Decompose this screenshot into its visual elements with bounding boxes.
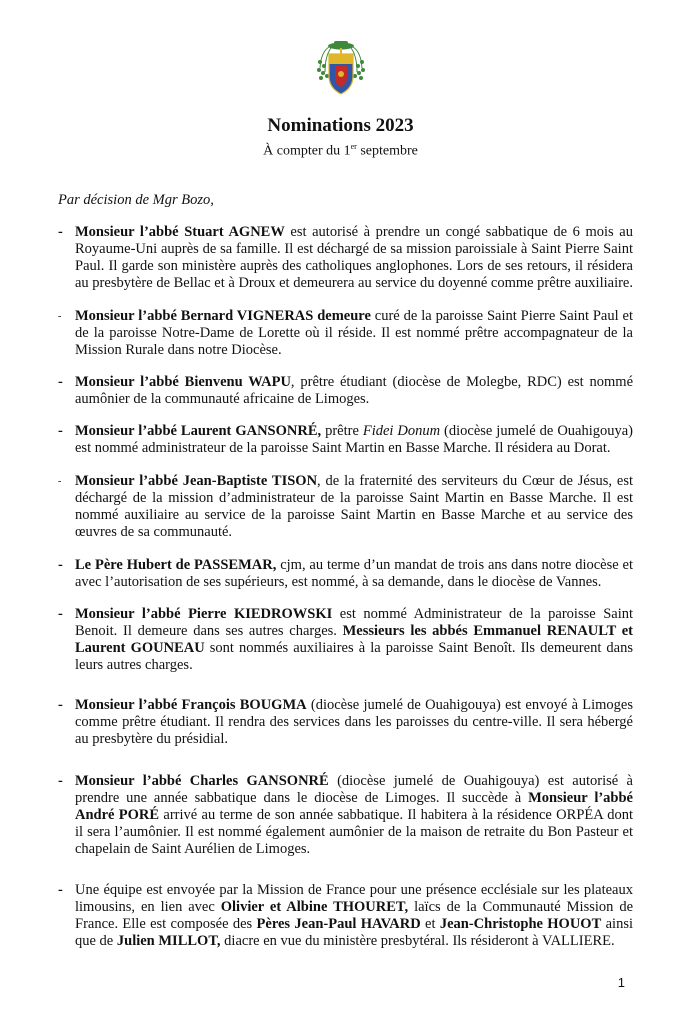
- nominee-name: Olivier et Albine THOURET,: [220, 899, 409, 915]
- list-bullet: -: [58, 224, 63, 240]
- nomination-item: [58, 773, 633, 858]
- nominations-list: [58, 224, 633, 950]
- nominee-name: Messieurs les abbés Emmanuel RENAULT et Laurent GOUNEAU: [75, 623, 634, 656]
- nomination-item: [58, 423, 633, 457]
- nomination-text: , prêtre étudiant (diocèse de Molegbe, RDC) est nommé aumônier de la communauté africaine de Limoges.: [75, 374, 633, 407]
- nomination-text: ainsi que de: [75, 916, 633, 949]
- list-bullet: -: [58, 773, 63, 789]
- nomination-item: [58, 374, 633, 408]
- nominee-name: Monsieur l’abbé Bernard VIGNERAS demeure: [75, 308, 371, 324]
- nominee-name: Le Père Hubert de PASSEMAR,: [75, 557, 277, 573]
- nominee-name: Monsieur l’abbé Pierre KIEDROWSKI: [75, 606, 333, 622]
- nominee-name: Jean-Christophe HOUOT: [439, 916, 602, 932]
- nomination-text: (diocèse jumelé de Ouahigouya) est envoyé à Limoges comme prêtre étudiant. Il rendra des services dans les paroisses du centre-ville. Il sera hébergé au presbytère du présidial.: [75, 697, 634, 747]
- nomination-text: curé de la paroisse Saint Pierre Saint Paul et de la paroisse Notre-Dame de Lorette où il réside. Il est nommé prêtre accompagnateur de la Mission Rurale dans notre Diocèse.: [75, 308, 634, 358]
- nominee-name: Julien MILLOT,: [116, 933, 221, 949]
- nomination-text: (diocèse jumelé de Ouahigouya) est autorisé à prendre une année sabbatique dans le diocèse de Limoges. Il succède à: [75, 773, 633, 806]
- nomination-item: [58, 224, 633, 292]
- nomination-item: [58, 557, 633, 591]
- nomination-text: arrivé au terme de son année sabbatique. Il habitera à la résidence ORPÉA dont il sera l’aumônier. Il est nommé également aumônier de la maison de retraite du Bon Pasteur et chapelain de Saint Aurélien de Limoges.: [75, 807, 634, 857]
- nomination-text: , de la fraternité des serviteurs du Cœur de Jésus, est déchargé de la mission d’administrateur de la paroisse Saint Martin en Basse Marche. Il est nommé auxiliaire au service de la paroisse Saint Martin en Basse Marche et au service des œuvres de sa communauté.: [75, 473, 633, 540]
- document-title: Nominations 2023: [267, 115, 414, 136]
- nomination-text: cjm, au terme d’un mandat de trois ans dans notre diocèse et avec l’autorisation de ses supérieurs, est nommé, à sa demande, dans le diocèse de Vannes.: [75, 557, 633, 590]
- nomination-text: prêtre: [321, 423, 363, 439]
- nominee-name: Monsieur l’abbé Laurent GANSONRÉ,: [75, 423, 322, 439]
- document-subtitle: À compter du 1er septembre: [263, 142, 418, 159]
- list-bullet: -: [58, 697, 63, 713]
- nomination-text: Une équipe est envoyée par la Mission de France pour une présence ecclésiale sur les plateaux limousins, en lien avec: [75, 882, 633, 915]
- nomination-text: est autorisé à prendre un congé sabbatique de 6 mois au Royaume-Uni auprès de sa famille. Il est déchargé de sa mission paroissiale à Saint Pierre Saint Paul. Il garde son ministère auprès des catholiques anglophones. Lors de ses retours, il résidera au presbytère de Bellac et à Droux et demeurera au service du doyenné comme prêtre auxiliaire.: [75, 224, 633, 291]
- nomination-item: [58, 308, 633, 359]
- nomination-text: (diocèse jumelé de Ouahigouya) est nommé administrateur de la paroisse Saint Martin en Basse Marche. Il résidera au Dorat.: [75, 423, 634, 456]
- list-bullet: -: [58, 374, 63, 390]
- nomination-text: diacre en vue du ministère presbytéral. Ils résideront à VALLIERE.: [220, 933, 615, 949]
- nomination-text: sont nommés auxiliaires à la paroisse Saint Benoît. Ils demeurent dans leurs autres charges.: [75, 640, 634, 673]
- nomination-text: est nommé Administrateur de la paroisse Saint Benoit. Il demeure dans ses autres charges.: [75, 606, 633, 639]
- coat-of-arms-icon: [315, 38, 367, 98]
- nomination-text: laïcs de la Communauté Mission de France. Elle est composée des: [75, 899, 634, 932]
- nomination-item: [58, 882, 633, 950]
- list-bullet: -: [58, 476, 62, 487]
- nominee-name: Monsieur l’abbé Bienvenu WAPU: [75, 374, 291, 390]
- nominee-name: Monsieur l’abbé François BOUGMA: [75, 697, 307, 713]
- list-bullet: -: [58, 423, 63, 439]
- nominee-name: Monsieur l’abbé Stuart AGNEW: [75, 224, 285, 240]
- list-bullet: -: [58, 311, 62, 322]
- nomination-item: [58, 606, 633, 674]
- list-bullet: -: [58, 557, 63, 573]
- nominee-name: Monsieur l’abbé Charles GANSONRÉ: [75, 773, 329, 789]
- nominee-name: Pères Jean-Paul HAVARD: [256, 916, 421, 932]
- nominee-name: Monsieur l’abbé André PORÉ: [75, 790, 633, 823]
- nominee-name: Monsieur l’abbé Jean-Baptiste TISON: [75, 473, 318, 489]
- nomination-text: et: [420, 916, 440, 932]
- nomination-item: [58, 697, 633, 748]
- nomination-text: Fidei Donum: [362, 423, 441, 439]
- list-bullet: -: [58, 882, 63, 898]
- nomination-item: [58, 473, 633, 541]
- intro-text: Par décision de Mgr Bozo,: [58, 192, 214, 208]
- list-bullet: -: [58, 606, 63, 622]
- page-number: 1: [617, 975, 625, 990]
